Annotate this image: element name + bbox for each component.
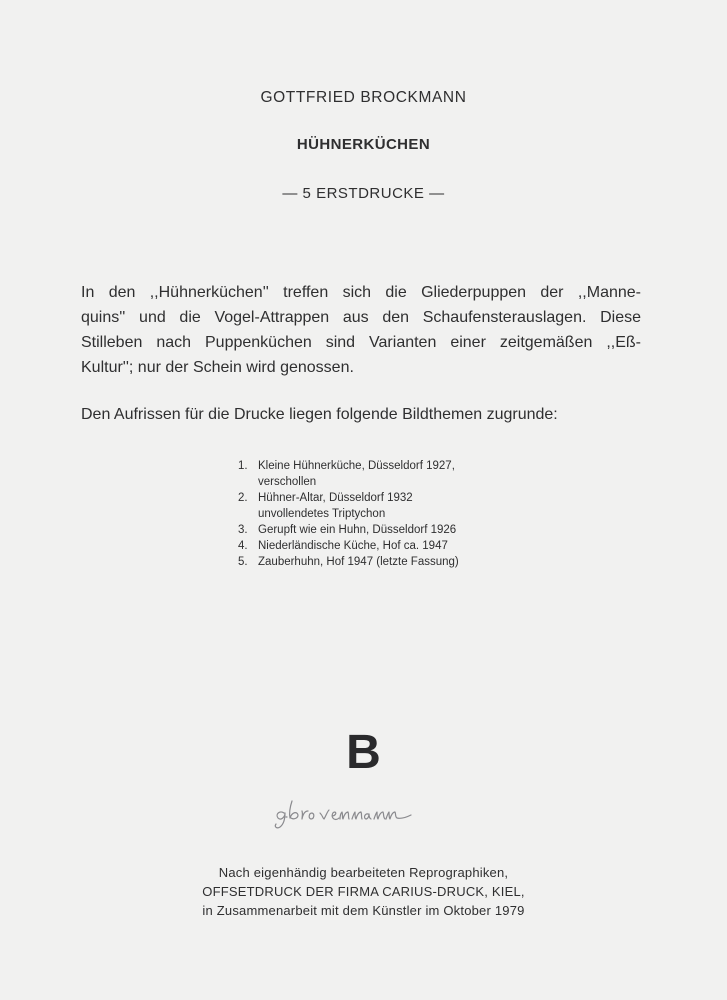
list-item xyxy=(238,490,459,522)
intro-line: Stilleben nach Puppenküchen sind Varianten einer zeitgemäßen ,,Eß- xyxy=(81,334,641,351)
list-lead-text: Den Aufrissen für die Drucke liegen folgende Bildthemen zugrunde: xyxy=(81,406,558,423)
list-item-number: 3. xyxy=(238,524,248,536)
list-item-text: Gerupft wie ein Huhn, Düsseldorf 1926 xyxy=(258,524,457,536)
intro-paragraph xyxy=(81,280,641,380)
edition-letter: B xyxy=(346,726,381,779)
list-item xyxy=(238,554,459,570)
list-item-text: Zauberhuhn, Hof 1947 (letzte Fassung) xyxy=(258,556,459,568)
colophon-line: in Zusammenarbeit mit dem Künstler im Oktober 1979 xyxy=(202,903,525,918)
author-name: GOTTFRIED BROCKMANN xyxy=(260,89,467,106)
list-item-text: Kleine Hühnerküche, Düsseldorf 1927, verschollen xyxy=(258,460,455,488)
list-item-number: 5. xyxy=(238,556,248,568)
list-item xyxy=(238,458,459,490)
intro-line: Kultur''; nur der Schein wird genossen. xyxy=(81,359,354,376)
list-item-text: Niederländische Küche, Hof ca. 1947 xyxy=(258,540,448,552)
list-item-number: 2. xyxy=(238,492,248,504)
document-title: HÜHNERKÜCHEN xyxy=(296,136,431,153)
list-item xyxy=(238,538,459,554)
intro-line: quins'' und die Vogel-Attrappen aus den Schaufensterauslagen. Diese xyxy=(81,309,641,326)
works-list xyxy=(238,458,459,570)
colophon-line: OFFSETDRUCK DER FIRMA CARIUS-DRUCK, KIEL, xyxy=(202,884,525,899)
handwritten-signature xyxy=(272,795,452,835)
document-subtitle: — 5 ERSTDRUCKE — xyxy=(282,185,445,202)
list-item-text: Hühner-Altar, Düsseldorf 1932 unvollendetes Triptychon xyxy=(258,492,413,520)
intro-line: In den ,,Hühnerküchen'' treffen sich die Gliederpuppen der ,,Manne- xyxy=(81,284,641,301)
list-item-number: 4. xyxy=(238,540,248,552)
colophon xyxy=(0,863,727,920)
list-item xyxy=(238,522,459,538)
list-item-number: 1. xyxy=(238,460,248,472)
colophon-line: Nach eigenhändig bearbeiteten Reprographiken, xyxy=(218,865,509,880)
